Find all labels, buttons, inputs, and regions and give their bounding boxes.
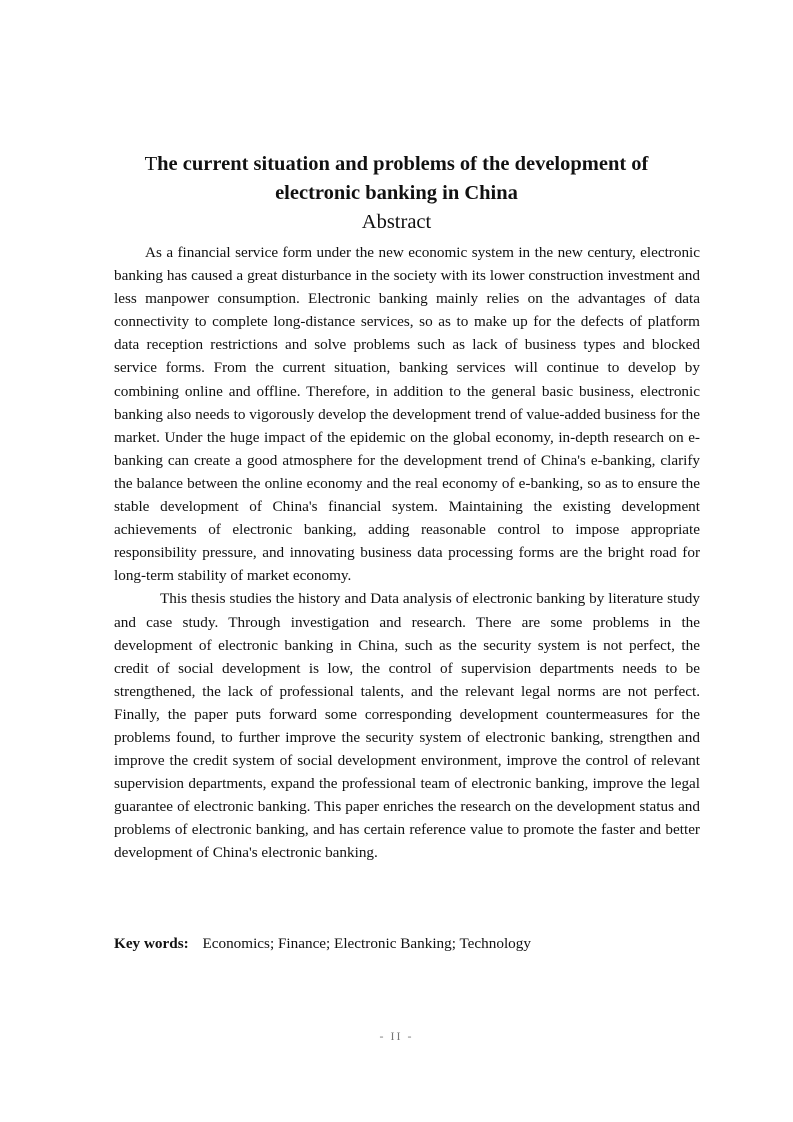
keywords-line [114, 933, 700, 955]
abstract-paragraph-2: This thesis studies the history and Data analysis of electronic banking by literature study and case study. Through investigation and research. There are some problems in the development of electronic banking in China, such as the security system is not perfect, the credit of social development is low, the control of supervision departments needs to be strengthened, the lack of professional talents, and the relevant legal norms are not perfect. Finally, the paper puts forward some corresponding development countermeasures for the problems found, to further improve the security system of electronic banking, strengthen and improve the credit system of social development environment, improve the control of relevant supervision departments, expand the professional team of electronic banking, improve the legal guarantee of electronic banking. This paper enriches the research on the development status and problems of electronic banking, and has certain reference value to promote the faster and better development of China's electronic banking. [114, 590, 700, 862]
keywords-label: Key words: [114, 935, 189, 952]
title-first-letter: T [144, 153, 158, 175]
abstract-body [114, 241, 700, 865]
title-text: he current situation and problems of the development of electronic banking in China [157, 153, 649, 204]
abstract-paragraph-1: As a financial service form under the new economic system in the new century, electronic banking has caused a great disturbance in the society with its lower construction investment and less manpower consumption. Electronic banking mainly relies on the advantages of data connectivity to complete long-distance services, so as to make up for the defects of platform data reception restrictions and solve problems such as lack of business types and blocked service forms. From the current situation, banking services will continue to develop by combining online and offline. Therefore, in addition to the general basic business, electronic banking also needs to vigorously develop the development trend of value-added business for the market. Under the huge impact of the epidemic on the global economy, in-depth research on e-banking can create a good atmosphere for the development trend of China's e-banking, clarify the balance between the online economy and the real economy of e-banking, so as to ensure the stable development of China's financial system. Maintaining the existing development achievements of electronic banking, adding reasonable control to impose appropriate responsibility pressure, and innovating business data processing forms are the bright road for long-term stability of market economy. [114, 244, 700, 585]
abstract-heading: Abstract [361, 211, 432, 233]
paper-title [100, 150, 693, 208]
page-number: - II - [379, 1029, 414, 1043]
keywords-value: Economics; Finance; Electronic Banking; Technology [202, 935, 531, 952]
